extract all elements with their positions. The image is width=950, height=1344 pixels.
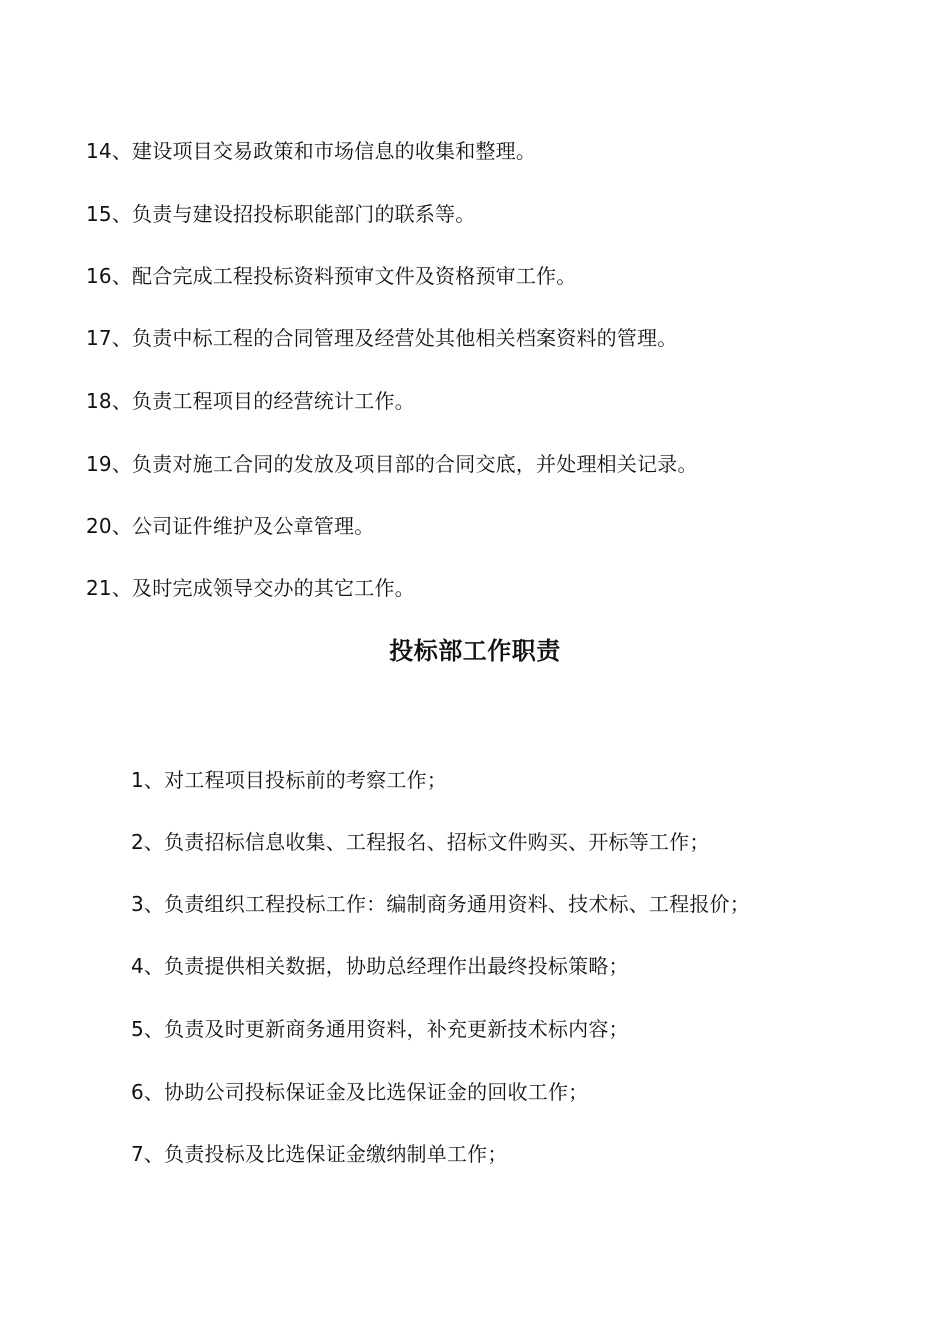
list-item: 4、负责提供相关数据，协助总经理作出最终投标策略； xyxy=(131,954,629,978)
list-item: 17、负责中标工程的合同管理及经营处其他相关档案资料的管理。 xyxy=(86,326,678,350)
list-item: 16、配合完成工程投标资料预审文件及资格预审工作。 xyxy=(86,264,577,288)
list-item: 6、协助公司投标保证金及比选保证金的回收工作； xyxy=(131,1080,589,1104)
list-item: 3、负责组织工程投标工作：编制商务通用资料、技术标、工程报价； xyxy=(131,892,750,916)
list-item: 18、负责工程项目的经营统计工作。 xyxy=(86,389,415,413)
list-item: 7、负责投标及比选保证金缴纳制单工作； xyxy=(131,1142,508,1166)
list-item: 15、负责与建设招投标职能部门的联系等。 xyxy=(86,202,476,226)
list-item: 1、对工程项目投标前的考察工作； xyxy=(131,768,447,792)
list-item: 21、及时完成领导交办的其它工作。 xyxy=(86,576,415,600)
section-title: 投标部工作职责 xyxy=(389,637,561,665)
list-item: 5、负责及时更新商务通用资料，补充更新技术标内容； xyxy=(131,1017,629,1041)
list-item: 20、公司证件维护及公章管理。 xyxy=(86,514,375,538)
list-item: 14、建设项目交易政策和市场信息的收集和整理。 xyxy=(86,139,537,163)
list-item: 2、负责招标信息收集、工程报名、招标文件购买、开标等工作； xyxy=(131,830,710,854)
list-item: 19、负责对施工合同的发放及项目部的合同交底，并处理相关记录。 xyxy=(86,452,698,476)
